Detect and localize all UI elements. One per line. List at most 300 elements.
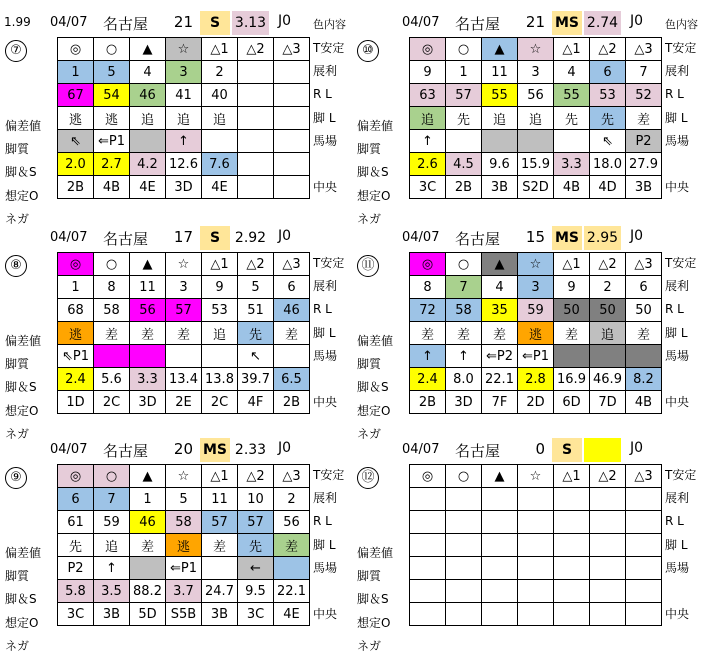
grid-row [58, 322, 310, 345]
grid-cell: 63 [410, 84, 446, 107]
grid-row [410, 391, 662, 414]
row-label-left: ネガ [5, 639, 30, 653]
grid-row [58, 580, 310, 603]
grid-cell: 1 [58, 276, 94, 299]
row-label-right: 中央 [665, 395, 690, 410]
grid-cell [626, 511, 662, 534]
venue-name: 名古屋 [103, 15, 149, 33]
grid-cell [274, 107, 310, 130]
grid-cell: △2 [590, 253, 626, 276]
grid-cell: 3B [202, 603, 238, 626]
grid-cell [518, 511, 554, 534]
row-label-left: 脚質 [357, 569, 382, 583]
grid-cell: 6D [554, 391, 590, 414]
venue-name: 名古屋 [455, 230, 501, 248]
grid-cell: 2D [518, 391, 554, 414]
grid-cell [238, 61, 274, 84]
grid-cell: 56 [130, 299, 166, 322]
grid-cell: 5D [130, 603, 166, 626]
grid-cell: 39.7 [238, 368, 274, 391]
grid-cell: 68 [58, 299, 94, 322]
grid-cell: 11 [202, 488, 238, 511]
runner-count: 21 [173, 13, 193, 31]
grid-cell: △3 [274, 465, 310, 488]
grid-cell: ▲ [130, 465, 166, 488]
grid-cell: ▲ [482, 465, 518, 488]
grid-cell: 3.7 [166, 580, 202, 603]
grid-cell: 22.1 [482, 368, 518, 391]
grid-cell: 7F [482, 391, 518, 414]
grid-cell: 4 [482, 276, 518, 299]
grid-cell: 72 [410, 299, 446, 322]
grid-cell: △2 [238, 465, 274, 488]
grid-cell: ▲ [482, 253, 518, 276]
grid-cell: ◎ [410, 253, 446, 276]
grid-cell: 54 [94, 84, 130, 107]
grid-row [58, 107, 310, 130]
grid-cell: 57 [166, 299, 202, 322]
grid-cell: 4E [202, 176, 238, 199]
grid-row [58, 345, 310, 368]
grid-cell: 2.4 [410, 368, 446, 391]
grid-cell: ⇐P1 [518, 345, 554, 368]
grid-cell: 10 [238, 488, 274, 511]
row-label-left: 脚質 [357, 142, 382, 156]
jockey-code: J0 [278, 13, 292, 29]
grid-cell: △1 [202, 253, 238, 276]
grid-cell [554, 511, 590, 534]
grid-cell [238, 176, 274, 199]
color-legend-label: 色内容 [665, 18, 698, 31]
row-label-right: T安定 [665, 468, 697, 482]
row-label-right: 中央 [313, 607, 338, 622]
grid-cell: 3.5 [94, 580, 130, 603]
grid-row [58, 488, 310, 511]
odds-value: 3.13 [232, 11, 269, 35]
row-label-right: 脚 L [665, 110, 688, 125]
grid-cell: 4E [130, 176, 166, 199]
grid-cell: 4B [554, 176, 590, 199]
grid-cell [554, 130, 590, 153]
grid-cell: 58 [94, 299, 130, 322]
venue-name: 名古屋 [455, 442, 501, 460]
grid-cell [166, 345, 202, 368]
grid-row [410, 153, 662, 176]
grid-cell: 逃 [94, 107, 130, 130]
grid-cell: 4B [94, 176, 130, 199]
grid-cell: 5 [238, 276, 274, 299]
grid-cell: 2E [166, 391, 202, 414]
grid-cell: 差 [626, 107, 662, 130]
grid-cell: ⇖ [590, 130, 626, 153]
grid-cell [274, 130, 310, 153]
grid-cell: 56 [274, 511, 310, 534]
grid-cell: ▲ [130, 38, 166, 61]
row-label-left: 脚質 [5, 357, 30, 371]
grid-cell [626, 345, 662, 368]
row-label-right: 脚 L [313, 325, 336, 340]
grid-cell: 57 [202, 511, 238, 534]
grid-row [410, 488, 662, 511]
grid-row [58, 253, 310, 276]
grid-cell: 差 [554, 322, 590, 345]
row-label-right: R L [313, 87, 332, 102]
grid-cell: ☆ [518, 465, 554, 488]
grid-cell: 35 [482, 299, 518, 322]
grid-cell [590, 345, 626, 368]
race-number: ⑫ [357, 467, 379, 489]
grid-cell: 58 [446, 299, 482, 322]
grid-cell: 4F [238, 391, 274, 414]
row-label-left: 脚＆S [357, 592, 389, 606]
grid-cell [482, 580, 518, 603]
grid-row [410, 534, 662, 557]
grid-cell: 52 [626, 84, 662, 107]
odds-value [584, 438, 621, 462]
grid-cell [518, 534, 554, 557]
grid-cell [626, 557, 662, 580]
grid-cell: 2.8 [518, 368, 554, 391]
grid-cell [626, 534, 662, 557]
grid-cell: 3D [166, 176, 202, 199]
race-number: ⑩ [357, 40, 379, 62]
grid-row [58, 153, 310, 176]
grid-cell: 追 [202, 322, 238, 345]
grid-cell: 51 [238, 299, 274, 322]
venue-name: 名古屋 [103, 230, 149, 248]
grade-badge: S [552, 438, 582, 462]
grid-row [58, 84, 310, 107]
jockey-code: J0 [278, 440, 292, 456]
row-label-left: ネガ [357, 639, 382, 653]
row-label-left: ネガ [5, 212, 30, 226]
grid-cell: 55 [554, 84, 590, 107]
row-label-right: T安定 [313, 256, 345, 270]
grid-cell: 追 [94, 534, 130, 557]
grid-cell: 差 [202, 534, 238, 557]
grid-cell [590, 580, 626, 603]
grid-cell: 差 [274, 534, 310, 557]
grid-cell: 2.4 [58, 368, 94, 391]
race-panel [0, 440, 350, 653]
grid-cell [130, 130, 166, 153]
venue-name: 名古屋 [455, 15, 501, 33]
grid-cell: 先 [58, 534, 94, 557]
grid-cell [274, 153, 310, 176]
odds-value: 2.95 [584, 226, 621, 250]
grid-cell: 2B [446, 176, 482, 199]
grid-cell: 1D [58, 391, 94, 414]
row-label-right: T安定 [665, 41, 697, 55]
grid-cell [590, 511, 626, 534]
row-label-right: 馬場 [665, 348, 690, 363]
grid-row [410, 511, 662, 534]
grid-cell: 4E [274, 603, 310, 626]
grid-cell [410, 534, 446, 557]
grid-cell: 4 [130, 61, 166, 84]
grid-cell: 差 [446, 322, 482, 345]
grid-cell: 差 [130, 534, 166, 557]
grid-cell: 1 [130, 488, 166, 511]
grid-cell: 3 [518, 276, 554, 299]
grid-row [410, 130, 662, 153]
row-label-right: 中央 [665, 180, 690, 195]
grid-cell: 追 [590, 322, 626, 345]
row-label-left: 偏差値 [5, 334, 42, 348]
grid-row [410, 345, 662, 368]
grid-cell: 差 [274, 322, 310, 345]
grade-badge: MS [200, 438, 230, 462]
grid-cell: 3C [410, 176, 446, 199]
grid-cell [482, 488, 518, 511]
grid-cell: △3 [626, 465, 662, 488]
grid-cell [518, 557, 554, 580]
grid-cell: 11 [130, 276, 166, 299]
row-label-left: 想定O [357, 404, 391, 418]
row-label-right: 展利 [665, 64, 690, 79]
horse-grid [57, 37, 310, 199]
grid-cell [446, 130, 482, 153]
row-label-left: 脚＆S [5, 165, 37, 179]
row-label-right: 馬場 [665, 133, 690, 148]
grid-cell: 差 [94, 322, 130, 345]
row-label-right: 展利 [665, 491, 690, 506]
row-label-right: 脚 L [313, 537, 336, 552]
grid-cell: 13.4 [166, 368, 202, 391]
grid-cell: ↑ [166, 130, 202, 153]
race-date: 04/07 [402, 15, 440, 30]
row-label-right: 馬場 [313, 348, 338, 363]
grid-cell [238, 130, 274, 153]
grid-cell: 4.5 [446, 153, 482, 176]
color-legend-label: 色内容 [313, 18, 346, 31]
grid-row [410, 299, 662, 322]
grid-cell: 差 [626, 322, 662, 345]
grid-cell: 先 [554, 107, 590, 130]
grid-cell [202, 557, 238, 580]
grid-cell: ⇖P1 [58, 345, 94, 368]
grid-cell: △2 [590, 38, 626, 61]
grid-cell: 27.9 [626, 153, 662, 176]
grid-cell: △2 [238, 253, 274, 276]
grid-cell: 40 [202, 84, 238, 107]
grid-cell: P2 [626, 130, 662, 153]
row-label-left: 脚質 [5, 142, 30, 156]
grid-row [410, 84, 662, 107]
grid-cell: 9 [202, 276, 238, 299]
grid-cell: 2C [94, 391, 130, 414]
grid-cell: ↑ [410, 130, 446, 153]
row-label-left: ネガ [357, 212, 382, 226]
grid-cell: ⇐P1 [94, 130, 130, 153]
row-label-right: 馬場 [313, 133, 338, 148]
grid-cell: 追 [482, 107, 518, 130]
race-panel [0, 228, 350, 441]
grid-cell: 逃 [518, 322, 554, 345]
grid-cell [482, 511, 518, 534]
grid-cell: 4.2 [130, 153, 166, 176]
grid-cell: 3C [58, 603, 94, 626]
grid-cell: 先 [446, 107, 482, 130]
grid-cell: 2.6 [410, 153, 446, 176]
row-label-left: 偏差値 [357, 119, 394, 133]
grid-row [410, 276, 662, 299]
row-label-right: R L [665, 302, 684, 317]
race-number: ⑦ [5, 40, 27, 62]
jockey-code: J0 [630, 228, 644, 244]
row-label-right: 脚 L [665, 537, 688, 552]
grid-cell: 7 [626, 61, 662, 84]
grade-badge: MS [552, 11, 582, 35]
grid-cell [446, 511, 482, 534]
grade-badge: MS [552, 226, 582, 250]
row-label-right: R L [313, 302, 332, 317]
runner-count: 0 [535, 440, 545, 458]
grid-cell [482, 603, 518, 626]
grid-cell: 5 [166, 488, 202, 511]
jockey-code: J0 [278, 228, 292, 244]
runner-count: 17 [173, 228, 193, 246]
grid-cell: △3 [626, 253, 662, 276]
grid-cell: ○ [446, 465, 482, 488]
grid-cell [94, 345, 130, 368]
grid-cell: 差 [482, 322, 518, 345]
grid-cell: P2 [58, 557, 94, 580]
grid-cell: ▲ [482, 38, 518, 61]
grid-cell: ○ [94, 253, 130, 276]
jockey-code: J0 [630, 13, 644, 29]
grid-cell: ☆ [166, 465, 202, 488]
grid-row [58, 465, 310, 488]
row-label-left: 偏差値 [5, 119, 42, 133]
odds-value: 2.92 [234, 230, 267, 246]
grid-row [58, 299, 310, 322]
grid-row [58, 511, 310, 534]
grid-cell: 58 [166, 511, 202, 534]
race-number: ⑧ [5, 255, 27, 277]
grid-cell: 55 [482, 84, 518, 107]
grid-cell [590, 603, 626, 626]
grid-cell: ◎ [410, 465, 446, 488]
grid-cell: 2B [410, 391, 446, 414]
grid-cell: 5.6 [94, 368, 130, 391]
race-date: 04/07 [50, 15, 88, 30]
grid-cell: 8.0 [446, 368, 482, 391]
grid-cell: 4B [626, 391, 662, 414]
grid-cell: 4D [590, 176, 626, 199]
grid-cell [482, 534, 518, 557]
race-number: ⑨ [5, 467, 27, 489]
grid-cell: 12.6 [166, 153, 202, 176]
grid-cell: 6.5 [274, 368, 310, 391]
grid-cell: 88.2 [130, 580, 166, 603]
grid-cell: S2D [518, 176, 554, 199]
grid-cell: 46.9 [590, 368, 626, 391]
race-date: 04/07 [50, 442, 88, 457]
grid-cell [238, 153, 274, 176]
grid-row [410, 61, 662, 84]
grid-cell: 2 [202, 61, 238, 84]
row-label-left: 脚質 [5, 569, 30, 583]
row-label-left: 想定O [5, 189, 39, 203]
grid-cell [446, 557, 482, 580]
venue-name: 名古屋 [103, 442, 149, 460]
grid-cell [590, 488, 626, 511]
grid-cell: ◎ [58, 253, 94, 276]
row-label-left: 偏差値 [357, 334, 394, 348]
grid-cell: 67 [58, 84, 94, 107]
row-label-right: R L [665, 87, 684, 102]
grid-cell [274, 61, 310, 84]
grid-cell: 追 [130, 107, 166, 130]
grid-cell [274, 84, 310, 107]
grid-row [410, 580, 662, 603]
grid-cell: 1 [446, 61, 482, 84]
grid-cell: ↑ [446, 345, 482, 368]
horse-grid [57, 464, 310, 626]
grid-row [410, 322, 662, 345]
grid-cell: △1 [554, 38, 590, 61]
grid-cell: 3D [130, 391, 166, 414]
grid-cell [554, 603, 590, 626]
grid-row [410, 368, 662, 391]
row-label-right: T安定 [313, 468, 345, 482]
race-date: 04/07 [402, 230, 440, 245]
grid-cell [554, 488, 590, 511]
grid-cell: △3 [274, 38, 310, 61]
grid-cell [590, 557, 626, 580]
odds-value: 2.33 [234, 442, 267, 458]
grid-cell [554, 557, 590, 580]
grid-cell: ○ [446, 253, 482, 276]
grid-cell [554, 580, 590, 603]
grid-cell: 6 [590, 61, 626, 84]
grid-cell: 6 [626, 276, 662, 299]
grid-cell [518, 130, 554, 153]
grid-cell: 逃 [166, 534, 202, 557]
grid-cell: 3C [238, 603, 274, 626]
runner-count: 15 [525, 228, 545, 246]
grid-cell: 46 [130, 84, 166, 107]
grid-cell: 差 [130, 322, 166, 345]
grid-cell: 逃 [58, 107, 94, 130]
grid-row [410, 107, 662, 130]
grid-cell: 46 [274, 299, 310, 322]
grid-cell: 22.1 [274, 580, 310, 603]
grid-cell: ☆ [518, 253, 554, 276]
grid-row [58, 534, 310, 557]
grid-cell: 8 [410, 276, 446, 299]
row-label-right: 中央 [665, 607, 690, 622]
row-label-left: 想定O [357, 616, 391, 630]
row-label-right: R L [665, 514, 684, 529]
row-label-right: 脚 L [665, 325, 688, 340]
row-label-left: 脚＆S [357, 380, 389, 394]
grid-cell: 3 [166, 276, 202, 299]
grid-cell: 13.8 [202, 368, 238, 391]
grid-cell: ◎ [58, 465, 94, 488]
grid-cell: 2.0 [58, 153, 94, 176]
row-label-right: R L [313, 514, 332, 529]
horse-grid [409, 252, 662, 414]
row-label-right: T安定 [665, 256, 697, 270]
grid-row [410, 557, 662, 580]
grid-cell: 3 [166, 61, 202, 84]
grid-row [58, 130, 310, 153]
grid-cell: 3.3 [554, 153, 590, 176]
grid-row [58, 176, 310, 199]
race-date: 04/07 [50, 230, 88, 245]
